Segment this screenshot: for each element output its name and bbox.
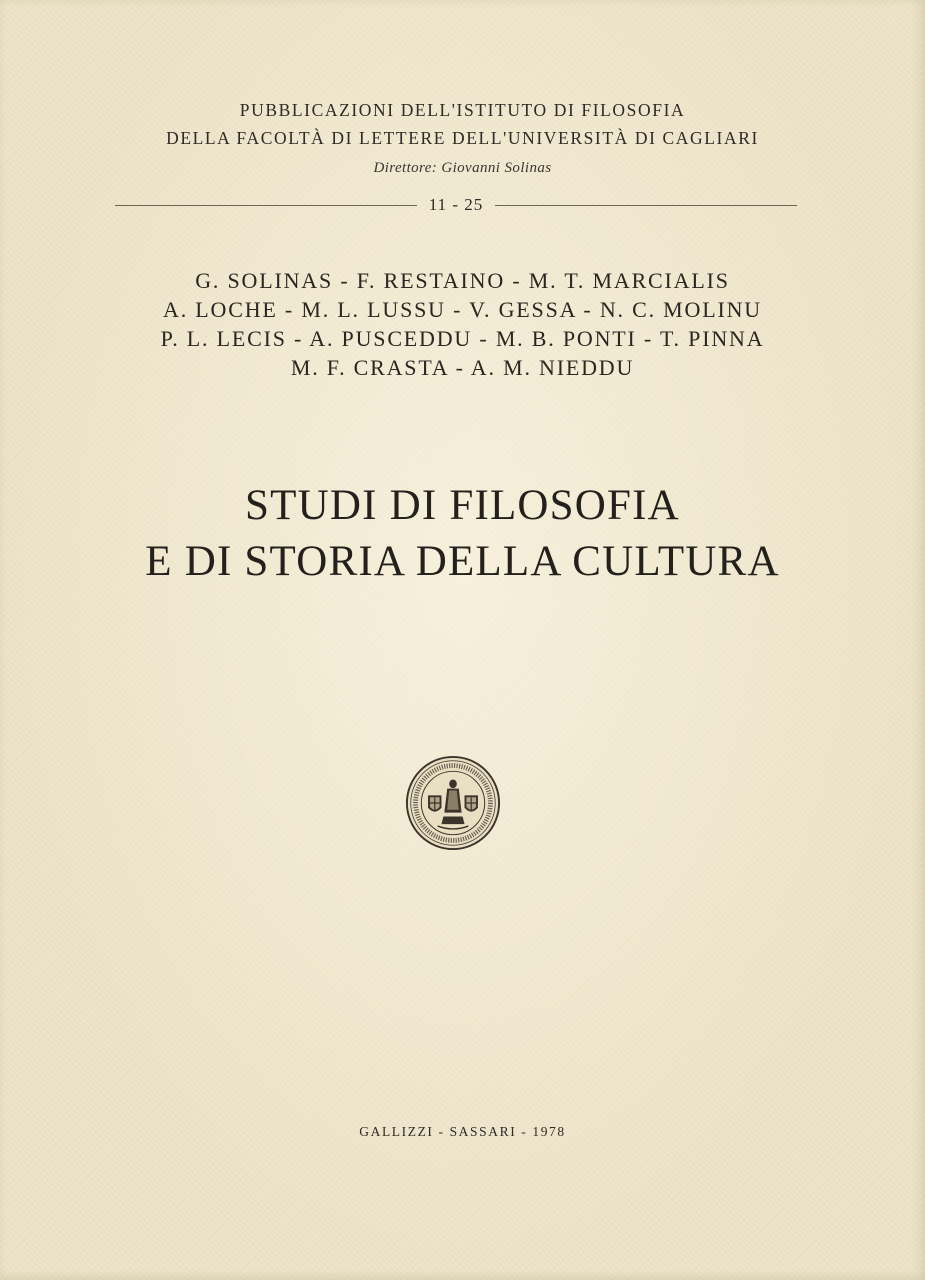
book-title	[0, 478, 925, 590]
book-title-line-2: E DI STORIA DELLA CULTURA	[145, 538, 780, 585]
authors-line: P. L. LECIS - A. PUSCEDDU - M. B. PONTI - T. PINNA	[160, 326, 765, 351]
authors-block	[0, 266, 925, 382]
series-number: 11 - 25	[428, 195, 484, 214]
university-seal-icon	[405, 755, 501, 851]
authors-line: M. F. CRASTA - A. M. NIEDDU	[290, 355, 635, 380]
authors-line: G. SOLINAS - F. RESTAINO - M. T. MARCIALIS	[195, 268, 730, 293]
authors-line: A. LOCHE - M. L. LUSSU - V. GESSA - N. C. MOLINU	[163, 297, 762, 322]
series-number-row	[115, 193, 797, 217]
series-name-line-2: DELLA FACOLTÀ DI LETTERE DELL'UNIVERSITÀ DI CAGLIARI	[166, 128, 759, 148]
series-director: Direttore: Giovanni Solinas	[373, 160, 552, 176]
publisher-imprint: GALLIZZI - SASSARI - 1978	[359, 1124, 566, 1139]
book-title-line-1: STUDI DI FILOSOFIA	[245, 482, 680, 529]
right-rule	[495, 205, 797, 206]
series-name-line-1: PUBBLICAZIONI DELL'ISTITUTO DI FILOSOFIA	[239, 100, 686, 120]
left-rule	[115, 205, 417, 206]
